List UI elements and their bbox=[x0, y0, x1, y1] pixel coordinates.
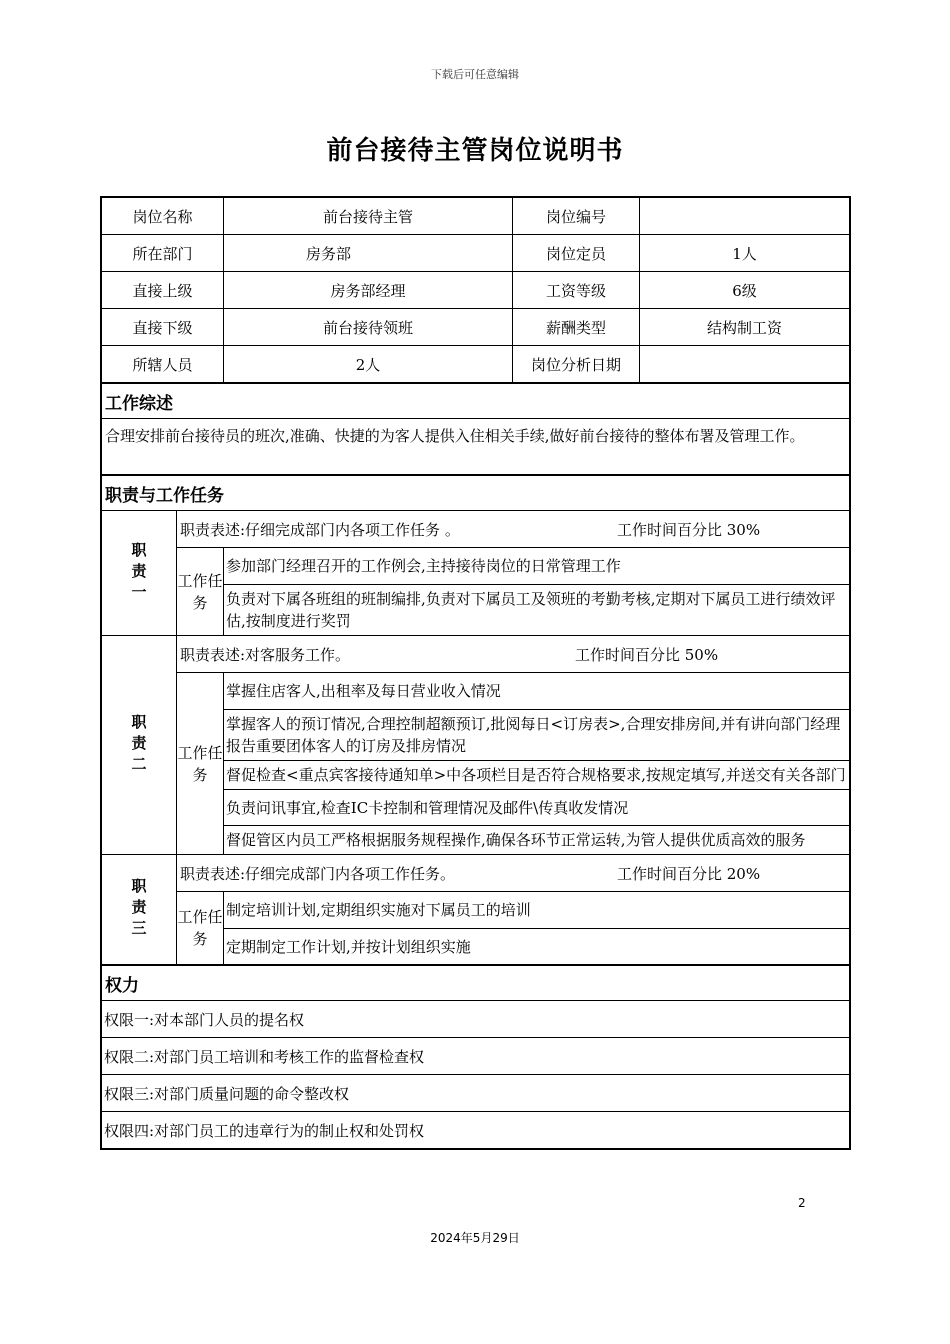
task-item: 定期制定工作计划,并按计划组织实施 bbox=[224, 928, 849, 964]
info-value bbox=[639, 346, 849, 382]
info-value: 2人 bbox=[223, 346, 512, 382]
authority-heading: 权力 bbox=[102, 964, 849, 1000]
task-item: 掌握住店客人,出租率及每日营业收入情况 bbox=[226, 682, 501, 700]
info-value: 6级 bbox=[639, 272, 849, 308]
authority-item: 权限二:对部门员工培训和考核工作的监督检查权 bbox=[102, 1037, 849, 1074]
duty-block-2 bbox=[102, 635, 849, 854]
job-description-form bbox=[100, 196, 851, 1150]
duty-time-percent: 工作时间百分比 20% bbox=[617, 864, 761, 883]
duty-label: 职责二 bbox=[129, 713, 148, 777]
duty-label: 职责一 bbox=[129, 541, 148, 605]
task-item: 负责问讯事宜,检查IC卡控制和管理情况及邮件\传真收发情况 bbox=[224, 789, 849, 825]
header-note: 下载后可任意编辑 bbox=[431, 68, 519, 81]
task-label: 工作任务 bbox=[177, 548, 224, 635]
info-value bbox=[639, 198, 849, 234]
info-value: 房务部经理 bbox=[223, 272, 512, 308]
task-item: 掌握客人的预订情况,合理控制超额预订,批阅每日<订房表>,合理安排房间,并有讲向部门经理报告重要团体客人的订房及排房情况 bbox=[224, 709, 849, 760]
page-number: 2 bbox=[798, 1196, 806, 1210]
authority-item: 权限三:对部门质量问题的命令整改权 bbox=[102, 1074, 849, 1111]
task-item: 制定培训计划,定期组织实施对下属员工的培训 bbox=[226, 901, 531, 919]
duty-description: 职责表述:对客服务工作。 bbox=[180, 645, 351, 664]
info-label: 岗位定员 bbox=[512, 235, 639, 271]
task-item: 参加部门经理召开的工作例会,主持接待岗位的日常管理工作 bbox=[226, 557, 621, 575]
duty-description: 职责表述:仔细完成部门内各项工作任务。 bbox=[180, 864, 456, 883]
info-value: 房务部 bbox=[223, 235, 512, 271]
task-item: 督促检查<重点宾客接待通知单>中各项栏目是否符合规格要求,按规定填写,并送交有关各部门 bbox=[224, 760, 849, 789]
task-label: 工作任务 bbox=[177, 673, 224, 854]
info-label: 工资等级 bbox=[512, 272, 639, 308]
duty-time-percent: 工作时间百分比 30% bbox=[617, 520, 761, 539]
duty-time-percent: 工作时间百分比 50% bbox=[575, 645, 719, 664]
info-label: 岗位分析日期 bbox=[512, 346, 639, 382]
footer-date: 2024年5月29日 bbox=[430, 1231, 520, 1245]
summary-heading: 工作综述 bbox=[102, 382, 849, 418]
duty-block-3 bbox=[102, 854, 849, 964]
task-item: 负责对下属各班组的班制编排,负责对下属员工及领班的考勤考核,定期对下属员工进行绩效评估,按制度进行奖罚 bbox=[224, 584, 849, 635]
info-label: 直接下级 bbox=[132, 318, 193, 337]
info-label: 薪酬类型 bbox=[512, 309, 639, 345]
info-value: 结构制工资 bbox=[639, 309, 849, 345]
duty-description: 职责表述:仔细完成部门内各项工作任务 。 bbox=[180, 520, 460, 539]
info-label: 直接上级 bbox=[132, 281, 193, 300]
duty-label: 职责三 bbox=[129, 878, 148, 941]
info-label: 所在部门 bbox=[132, 244, 193, 263]
info-label: 所辖人员 bbox=[132, 355, 193, 374]
task-item: 督促管区内员工严格根据服务规程操作,确保各环节正常运转,为管人提供优质高效的服务 bbox=[224, 825, 849, 854]
authority-item: 权限一:对本部门人员的提名权 bbox=[102, 1000, 849, 1037]
task-label: 工作任务 bbox=[177, 892, 224, 964]
info-label: 岗位名称 bbox=[132, 207, 193, 226]
info-value: 前台接待领班 bbox=[223, 309, 512, 345]
info-value: 前台接待主管 bbox=[223, 198, 512, 234]
info-label: 岗位编号 bbox=[512, 198, 639, 234]
basic-info-table bbox=[102, 198, 849, 382]
duties-heading: 职责与工作任务 bbox=[102, 474, 849, 510]
info-value: 1人 bbox=[639, 235, 849, 271]
summary-text: 合理安排前台接待员的班次,准确、快捷的为客人提供入住相关手续,做好前台接待的整体布署及管理工作。 bbox=[102, 418, 849, 474]
duty-block-1 bbox=[102, 510, 849, 635]
authority-item: 权限四:对部门员工的违章行为的制止权和处罚权 bbox=[102, 1111, 849, 1148]
document-title: 前台接待主管岗位说明书 bbox=[326, 136, 624, 166]
